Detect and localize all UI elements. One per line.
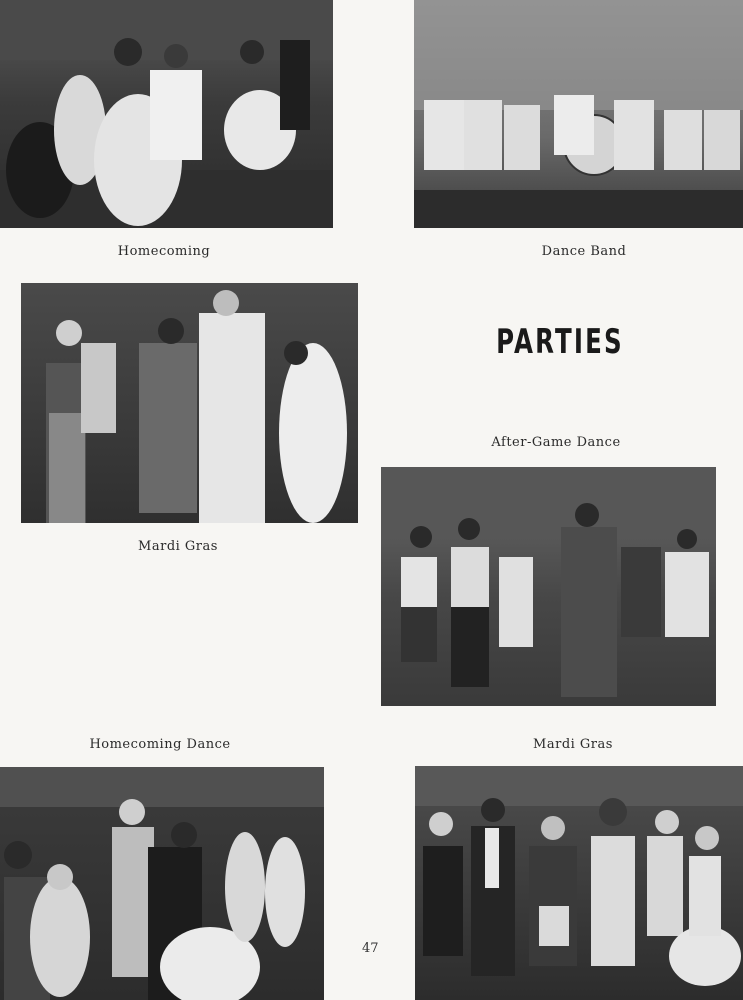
photo-homecoming-dance xyxy=(0,767,324,1000)
caption-homecoming: Homecoming xyxy=(117,244,211,259)
photo-dance-band xyxy=(414,0,743,228)
caption-dance-band: Dance Band xyxy=(541,244,627,259)
caption-mardi-gras-1: Mardi Gras xyxy=(138,539,218,554)
crowded-dance-image xyxy=(0,767,324,1000)
photo-mardi-gras-2 xyxy=(415,766,743,1000)
photo-mardi-gras-1 xyxy=(21,283,358,523)
costumes-image xyxy=(21,283,358,523)
band-image xyxy=(414,0,743,228)
dancers-image xyxy=(0,0,333,228)
page-heading: PARTIES xyxy=(496,322,624,362)
caption-mardi-gras-2: Mardi Gras xyxy=(533,737,613,752)
caption-after-game-dance: After-Game Dance xyxy=(491,435,621,450)
photo-homecoming xyxy=(0,0,333,228)
gym-dance-image xyxy=(381,467,716,706)
costume-party-image xyxy=(415,766,743,1000)
photo-after-game-dance xyxy=(381,467,716,706)
caption-homecoming-dance: Homecoming Dance xyxy=(89,737,231,752)
page-number: 47 xyxy=(362,941,379,956)
